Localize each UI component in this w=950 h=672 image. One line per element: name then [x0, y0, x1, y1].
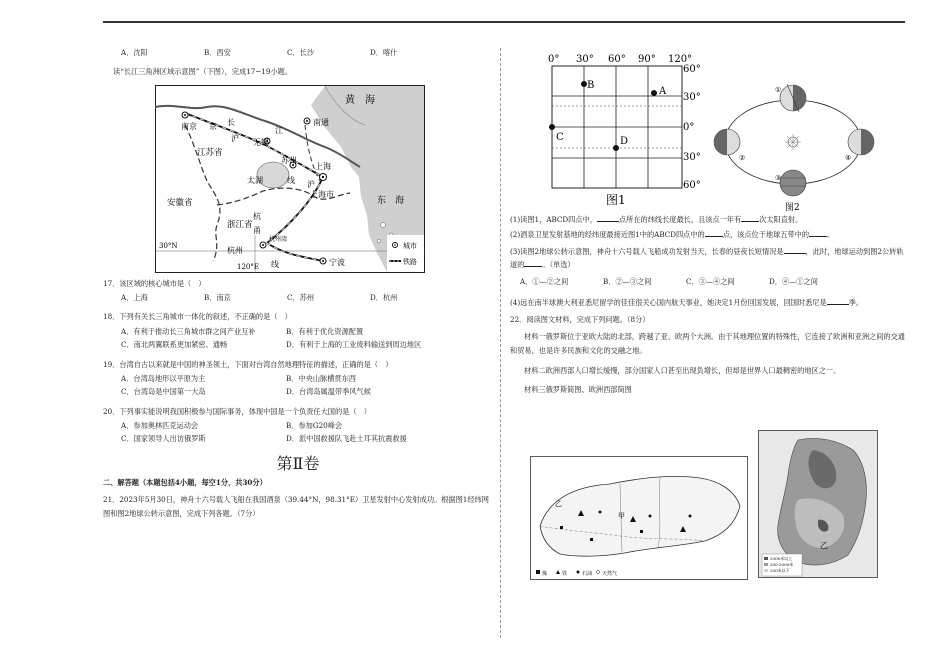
lat-label: 30°	[683, 152, 701, 163]
question-17: 17．该区域的核心城市是（ ）	[103, 278, 206, 288]
map-label: 乙	[820, 541, 828, 550]
q20-options-row2	[121, 434, 493, 443]
map-label: 太湖	[247, 175, 263, 185]
option: B．有利于优化资源配置	[286, 326, 364, 336]
section-title: 第Ⅱ卷	[276, 453, 320, 473]
map-label: 南通	[313, 117, 329, 127]
map-label: 沪	[307, 179, 315, 189]
map-label: 乙	[555, 500, 562, 508]
lon-label: 60°	[608, 54, 626, 65]
question-22: 22．阅读图文材料，完成下列问题。（8分）	[510, 315, 650, 325]
map-label: 京	[209, 121, 217, 131]
option: D．④—①之间	[769, 277, 818, 287]
legend-item: 煤	[542, 571, 548, 577]
option: C．台湾岛是中国第一大岛	[121, 387, 206, 397]
map-label: 杭州湾	[269, 235, 288, 243]
material-2: 材料二欧洲西部人口增长缓慢，部分国家人口甚至出现负增长，但却是世界人口最稠密的地区之一。	[524, 365, 841, 375]
option: D．派中国救援队飞赴土耳其抗震救援	[286, 434, 407, 444]
option: C．③—④之间	[686, 277, 735, 287]
question-21-2: (2)酒泉卫星发射基地的经纬度最接近图1中的ABCD四点中的 点，该点位于地球五带中的 。	[510, 230, 835, 240]
option: A．有利于推动长三角城市群之间产业互补	[121, 326, 256, 336]
answer-blank[interactable]	[705, 229, 723, 237]
map-label: 上海市	[310, 189, 334, 199]
q19-options-row1	[121, 374, 493, 383]
question-21: 21．2023年5月30日，神舟十六号载人飞船在我国酒泉（39.44°N，98.31°E）卫星发射中心发射成功。根据图1经纬网图和图2地球公转示意图，完成下列各题。（7分）	[103, 494, 489, 518]
option: B．参加G20峰会	[286, 420, 343, 430]
lon-label: 0°	[548, 54, 560, 65]
orbit-position: ①	[775, 86, 782, 94]
map-label: 宁波	[329, 257, 345, 267]
figure-2-orbit	[705, 68, 880, 228]
map-label: 上海	[315, 161, 331, 171]
legend-item: 200米以下	[770, 568, 790, 573]
point-label: C	[556, 132, 564, 143]
orbit-position: ③	[775, 174, 782, 182]
lon-label: 30°	[576, 54, 594, 65]
answer-blank[interactable]	[597, 214, 619, 222]
orbit-position: ②	[739, 154, 746, 162]
map-label: 甲	[618, 512, 625, 520]
question-21-3: (3)读图2地球公转示意图，神舟十六号载人飞船成功发射当天，长春的昼夜长短情况是 ，此时，地球运动到图2公转轨道的 。（单选）	[510, 246, 904, 270]
map-label: 长	[227, 117, 235, 127]
point-label: D	[620, 136, 629, 147]
option: D．杭州	[370, 293, 398, 303]
legend-item: 2000米以上	[770, 556, 793, 561]
lat-label: 30°	[683, 92, 701, 103]
material-1: 材料一俄罗斯位于亚欧大陆的北部，跨越了亚、欧两个大洲。由于其地理位置的特殊性，它连接了欧洲和亚洲之间的交通和贸易，也是许多民族和文化的交融之地。	[510, 332, 905, 356]
map-label: 南京	[181, 121, 197, 131]
figure-1-grid	[540, 48, 730, 208]
map-label: 甬	[253, 225, 261, 235]
map-label: 苏州	[281, 155, 297, 165]
map-label: 安徽省	[167, 197, 193, 208]
legend-item: 石油	[582, 571, 593, 577]
map-label: 东 海	[377, 195, 405, 206]
option: A．台湾岛地形以平原为主	[121, 373, 206, 383]
map-intro: 读“长江三角洲区域示意图”（下图），完成17~19小题。	[113, 67, 293, 77]
option: C．苏州	[287, 293, 315, 303]
lat-label: 0°	[683, 122, 695, 133]
header-rule	[103, 21, 905, 23]
lon-label: 120°	[668, 54, 693, 65]
figure-2-caption: 图2	[785, 203, 800, 213]
answer-blank[interactable]	[784, 246, 806, 254]
answer-blank[interactable]	[809, 229, 827, 237]
q17-options	[121, 293, 493, 302]
question-19: 19．台湾自古以来就是中国的神圣领土，下面对台湾自然地理特征的描述，正确的是（ ）	[103, 359, 393, 369]
lat-label: 60°	[683, 64, 701, 75]
column-divider	[500, 48, 501, 638]
figure-1-caption: 图1	[606, 193, 626, 207]
option: C．南北两翼联系更加紧密、通畅	[121, 340, 228, 350]
option: B．中央山脉横贯东西	[286, 373, 356, 383]
map-label: 黄 海	[345, 94, 375, 106]
legend-city: 城市	[403, 241, 417, 250]
q18-options-row1	[121, 327, 493, 336]
yangtze-delta-map	[155, 85, 425, 273]
orbit-position: ④	[845, 154, 852, 162]
option: A．上海	[121, 293, 148, 303]
option: C．国家领导人出访俄罗斯	[121, 434, 206, 444]
map-label: 杭州	[227, 245, 243, 255]
answer-blank[interactable]	[827, 297, 849, 305]
part2-title: 二、解答题（本题包括4小题，每空1分，共30分）	[103, 478, 267, 488]
q19-options-row2	[121, 387, 493, 396]
option: B．南京	[204, 293, 231, 303]
question-20: 20．下列事实能说明我国积极参与国际事务，体现中国是一个负责任大国的是（ ）	[103, 406, 371, 416]
question-21-4: (4)远在南半球澳大利亚悉尼留学的佳佳很关心国内航天事业，她决定1月份回国发展，回国时悉尼是 季。	[510, 298, 864, 308]
map-label: 江	[275, 125, 283, 135]
map-label: 江苏省	[197, 147, 223, 158]
point-label: B	[587, 80, 595, 91]
q21-3-options	[520, 277, 910, 286]
q20-options-row1	[121, 421, 493, 430]
map-label: 无锡	[253, 137, 269, 147]
left-column	[103, 48, 493, 525]
legend-item: 200-2000米	[770, 562, 794, 567]
material-3: 材料三俄罗斯简图、欧洲西部简图	[524, 385, 632, 395]
q18-options-row2	[121, 340, 493, 349]
legend-item: 铁	[562, 571, 568, 577]
map-label: 浙江省	[227, 219, 253, 230]
map-label: 线	[271, 259, 279, 269]
europe-map	[758, 430, 878, 578]
option: C．长沙	[287, 48, 315, 57]
option: A．沈阳	[121, 48, 148, 57]
map-label: 杭	[253, 211, 261, 221]
option: D．有利于上海的工业废料输送到周边地区	[286, 340, 422, 350]
map-label: 沪	[231, 133, 239, 143]
legend-item: 天然气	[602, 571, 618, 577]
option: A．①—②之间	[520, 277, 569, 287]
point-label: A	[659, 86, 667, 97]
lat-label: 60°	[683, 180, 701, 191]
map-label: 线	[287, 175, 295, 185]
legend-rail: 铁路	[403, 257, 417, 266]
option: D．喀什	[370, 48, 398, 57]
q16-options	[121, 48, 493, 57]
right-column	[510, 48, 910, 577]
option: B．②—③之间	[603, 277, 652, 287]
question-21-1: (1)读图1，ABCD四点中， 点所在的纬线长度最长，且该点一年有 次太阳直射。	[510, 215, 803, 224]
option: D．台湾岛属温带季风气候	[286, 387, 371, 397]
latitude-label: 30°N	[159, 241, 178, 250]
russia-map	[530, 456, 748, 580]
lon-label: 90°	[638, 54, 656, 65]
option: A．参加奥林匹克运动会	[121, 420, 199, 430]
answer-blank[interactable]	[524, 259, 542, 267]
longitude-label: 120°E	[237, 262, 259, 271]
question-18: 18．下列有关长三角城市一体化的叙述，不正确的是（ ）	[103, 312, 292, 322]
option: B．西安	[204, 48, 231, 57]
figure-row	[510, 48, 910, 213]
